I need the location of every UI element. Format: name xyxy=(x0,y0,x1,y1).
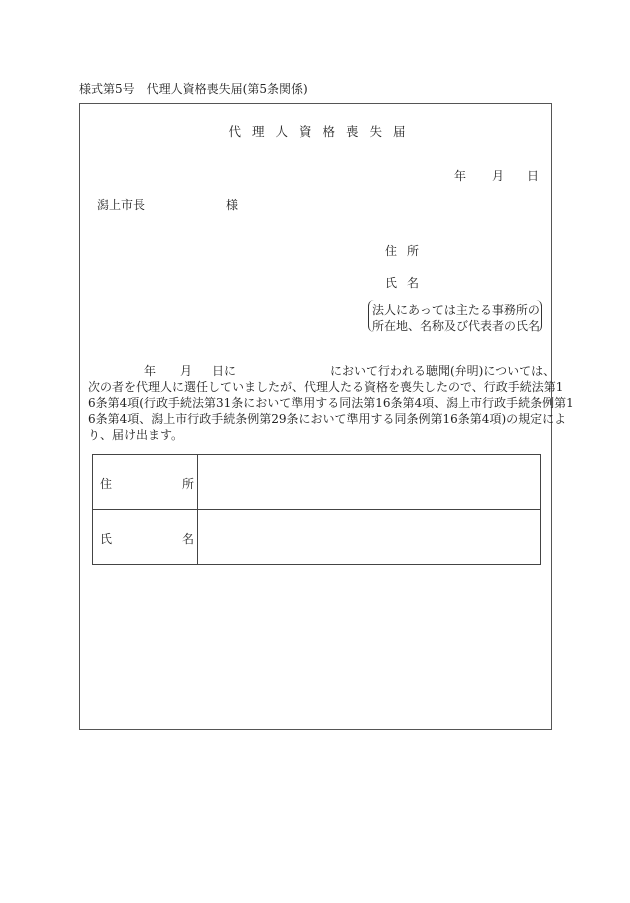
address-label-char: 所 xyxy=(182,477,195,491)
applicant-name-label-2: 名 xyxy=(407,276,420,290)
corporate-note xyxy=(372,302,540,334)
body-line: 次の者を代理人に選任していましたが、代理人たる資格を喪失したので、行政手続法第1 xyxy=(88,380,564,394)
addressee-honorific: 様 xyxy=(226,198,239,212)
applicant-address-label-1: 住 xyxy=(385,244,398,258)
body-month-label: 月 xyxy=(180,364,193,378)
applicant-name-label-1: 氏 xyxy=(385,276,398,290)
agent-info-table xyxy=(92,454,541,565)
date-day-label: 日 xyxy=(527,169,540,183)
name-label-char: 氏 xyxy=(100,532,113,546)
address-label-cell xyxy=(93,455,198,510)
addressee-name: 潟上市長 xyxy=(97,198,146,212)
applicant-address-label-2: 所 xyxy=(407,244,420,258)
name-value-field[interactable] xyxy=(198,510,541,565)
body-first-line xyxy=(88,363,556,379)
table-row xyxy=(93,455,541,510)
date-month-label: 月 xyxy=(492,169,505,183)
date-year-label: 年 xyxy=(454,169,467,183)
name-label-cell xyxy=(93,510,198,565)
body-line: 6条第4項、潟上市行政手続条例第29条において準用する同条例第16条第4項)の規定によ xyxy=(88,412,567,426)
table-row xyxy=(93,510,541,565)
notification-body xyxy=(88,363,574,443)
name-label-char: 名 xyxy=(182,532,195,546)
form-title: 代理人資格喪失届 xyxy=(228,124,417,139)
corporate-note-line: 所在地、名称及び代表者の氏名 xyxy=(372,319,541,333)
form-frame xyxy=(79,103,574,730)
body-day-label: 日に xyxy=(212,364,237,378)
body-hearing-text: において行われる聴聞(弁明)については、 xyxy=(330,364,556,378)
address-label-char: 住 xyxy=(100,477,113,491)
body-line: り、届け出ます。 xyxy=(88,428,184,442)
body-year-label: 年 xyxy=(144,364,157,378)
body-line: 6条第4項(行政手続法第31条において準用する同法第16条第4項、潟上市行政手続条例第1 xyxy=(88,396,574,410)
corporate-note-line: 法人にあっては主たる事務所の xyxy=(372,303,540,317)
address-value-field[interactable] xyxy=(198,455,541,510)
form-number-label: 様式第5号 代理人資格喪失届(第5条関係) xyxy=(79,82,308,96)
